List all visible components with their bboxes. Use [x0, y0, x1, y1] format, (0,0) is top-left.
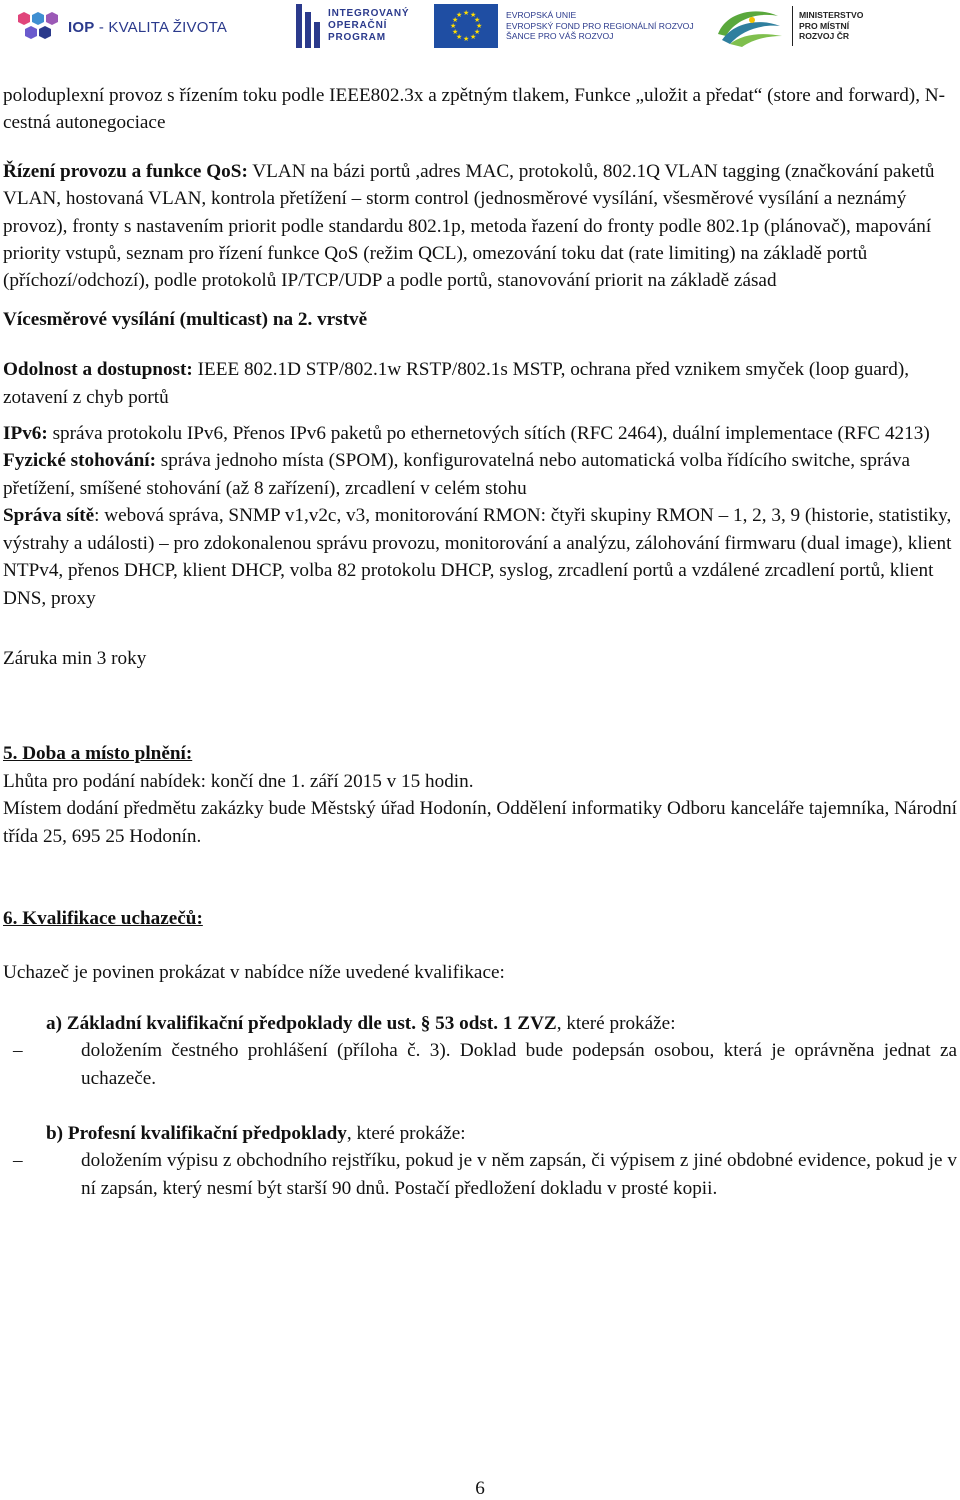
mmr-logo-text: MINISTERSTVO PRO MÍSTNÍ ROZVOJ ČR	[799, 10, 864, 42]
resilience-label: Odolnost a dostupnost:	[3, 359, 193, 381]
mmr-logo	[712, 4, 863, 48]
qualification-b-label: b) Profesní kvalifikační předpoklady	[46, 1122, 347, 1144]
paragraph-multicast	[3, 306, 957, 333]
eu-flag-icon: ★ ★ ★ ★ ★ ★ ★ ★ ★ ★ ★ ★	[434, 4, 498, 48]
qualification-a: a) Základní kvalifikační předpoklady dle ust. § 53 odst. 1 ZVZ, které prokáže:	[46, 1012, 676, 1034]
delivery-place-text: Místem dodání předmětu zakázky bude Městský úřad Hodonín, Oddělení informatiky Odboru kanceláře tajemníka, Národní třída 25, 695 25 Hodonín.	[3, 798, 957, 847]
eu-logo	[434, 4, 694, 48]
management-label: Správa sítě	[3, 505, 95, 527]
ipv6-label: IPv6:	[3, 423, 48, 445]
op-logo	[296, 4, 409, 48]
paragraph-ipv6: IPv6: správa protokolu IPv6, Přenos IPv6 paketů po ethernetových sítích (RFC 2464), duální implementace (RFC 4213)	[3, 423, 930, 445]
qualification-intro: Uchazeč je povinen prokázat v nabídce níže uvedené kvalifikace:	[3, 962, 505, 984]
warranty-text: Záruka min 3 roky	[3, 647, 147, 669]
dash-bullet: –	[13, 1150, 23, 1172]
paragraph-stacking: Fyzické stohování: správa jednoho místa (SPOM), konfigurovatelná nebo automatická volba řídícího switche, správa přetížení, smíšené stohování (až 8 zařízení), zrcadlení v celém stohu	[3, 450, 910, 499]
iop-logo-text: IOP - KVALITA ŽIVOTA	[68, 18, 228, 36]
multicast-label: Vícesměrové vysílání (multicast) na 2. vrstvě	[3, 308, 368, 330]
hexagon-cluster-icon	[16, 10, 62, 44]
section-6-heading: 6. Kvalifikace uchazečů:	[3, 907, 203, 929]
paragraph-resilience: Odolnost a dostupnost: IEEE 802.1D STP/802.1w RSTP/802.1s MSTP, ochrana před vznikem smyček (loop guard), zotavení z chyb portů	[3, 359, 910, 408]
dash-bullet: –	[13, 1040, 23, 1062]
paragraph-duplex: poloduplexní provoz s řízením toku podle IEEE802.3x a zpětným tlakem, Funkce „uložit a předat“ (store and forward), N-cestná autonegociace	[3, 85, 946, 134]
qos-label: Řízení provozu a funkce QoS:	[3, 160, 248, 182]
stacking-label: Fyzické stohování:	[3, 450, 156, 472]
op-logo-text: INTEGROVANÝ OPERAČNÍ PROGRAM	[328, 8, 410, 43]
deadline-text: Lhůta pro podání nabídek: končí dne 1. září 2015 v 15 hodin.	[3, 770, 474, 792]
section-5-heading: 5. Doba a místo plnění:	[3, 743, 193, 765]
eu-logo-text: EVROPSKÁ UNIE EVROPSKÝ FOND PRO REGIONÁLNÍ ROZVOJ ŠANCE PRO VÁŠ ROZVOJ	[506, 10, 694, 42]
page-number: 6	[475, 1478, 485, 1499]
qualification-b: b) Profesní kvalifikační předpoklady, které prokáže:	[46, 1122, 466, 1144]
header-logo-bar	[0, 0, 960, 58]
qualification-a-label: a) Základní kvalifikační předpoklady dle ust. § 53 odst. 1 ZVZ	[46, 1012, 557, 1034]
document-body	[3, 82, 957, 1202]
mmr-divider	[792, 6, 793, 46]
qualification-b-item: – doložením výpisu z obchodního rejstříku, pokud je v něm zapsán, či výpisem z jiné obdobné evidence, pokud je v ní zapsán, který nesmí být starší 90 dnů. Postačí předložení dokladu v prosté kopii.	[3, 1147, 957, 1202]
mmr-emblem-icon	[712, 4, 786, 48]
paragraph-qos: Řízení provozu a funkce QoS: VLAN na bázi portů ,adres MAC, protokolů, 802.1Q VLAN tagging (značkování paketů VLAN, hostovaná VLAN, kontrola přetížení – storm control (jednosměrové vysílání, všesměrové vysílání a neznámý provoz), fronty s nastavením priorit podle standardu 802.1p, metoda řazení do fronty podle 802.1p (plánovač), mapování priority vstupů, seznam pro řízení funkce QoS (režim QCL), omezování toku dat (rate limiting) na základě portů (příchozí/odchozí), podle protokolů IP/TCP/UDP a podle portů, stanovování priorit na základě zásad	[3, 160, 935, 292]
op-bars-icon	[296, 4, 323, 48]
iop-logo	[16, 10, 227, 44]
qualification-a-item: – doložením čestného prohlášení (příloha č. 3). Doklad bude podepsán osobou, která je oprávněna jednat za uchazeče.	[3, 1037, 957, 1092]
paragraph-management: Správa sítě: webová správa, SNMP v1,v2c, v3, monitorování RMON: čtyři skupiny RMON – 1, 2, 3, 9 (historie, statistiky, výstrahy a události) – pro zdokonalenou správu provozu, monitorování a analýzu, zálohování firmwaru (dual image), klient NTPv4, přenos DHCP, klient DHCP, volba 82 protokolu DHCP, syslog, zrcadlení portů a vzdálené zrcadlení portů, klient DNS, proxy	[3, 505, 952, 609]
